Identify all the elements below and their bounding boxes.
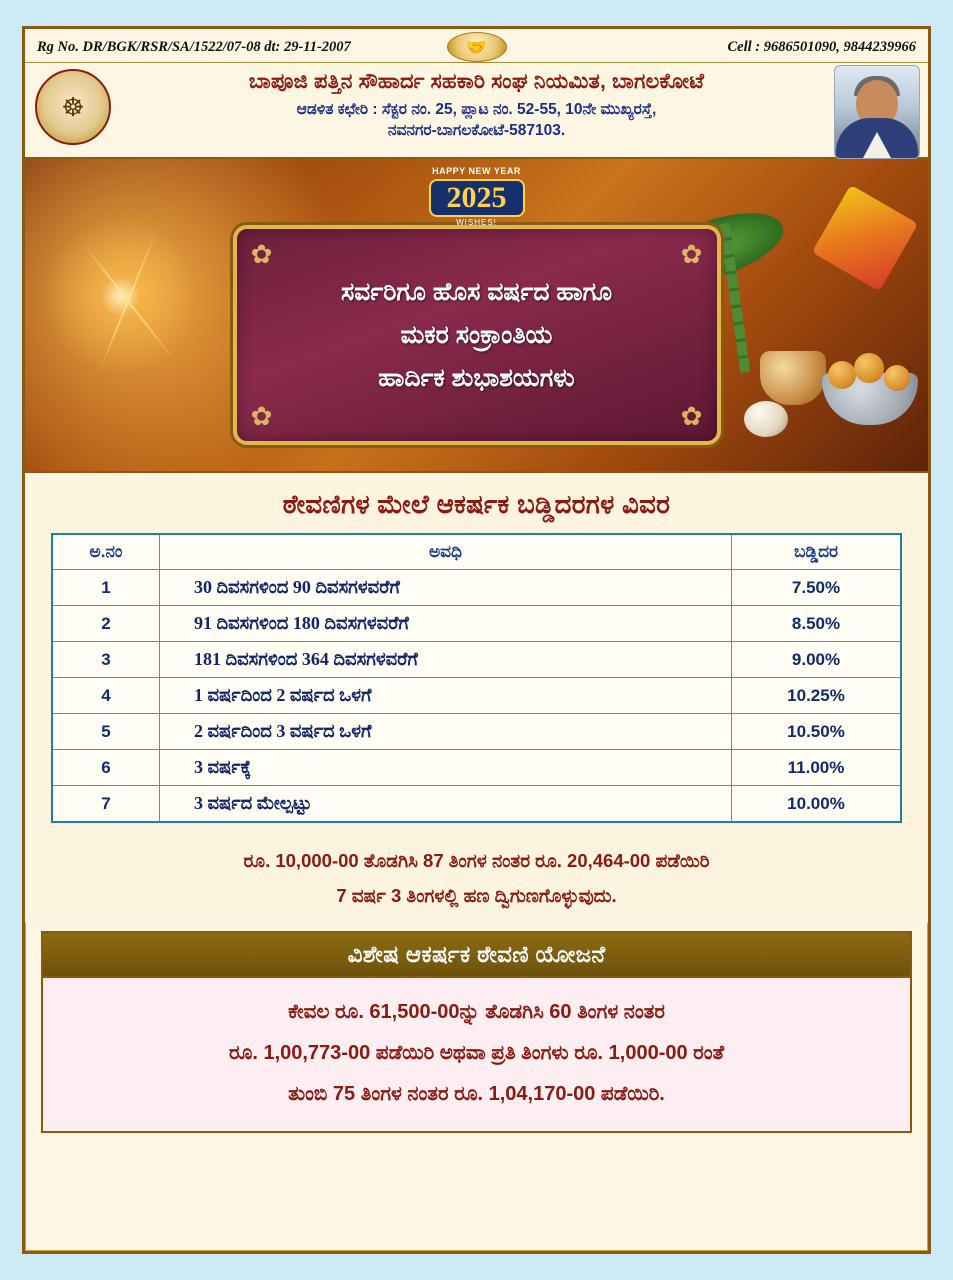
cell-sno: 7 xyxy=(52,786,160,823)
note-line-1: ರೂ. 10,000-00 ತೊಡಗಿಸಿ 87 ತಿಂಗಳ ನಂತರ ರೂ. 20,464-00 ಪಡೆಯಿರಿ xyxy=(243,850,710,871)
table-header-row xyxy=(52,534,901,570)
clay-pot-icon xyxy=(760,351,826,405)
laddu-icon xyxy=(828,361,856,389)
table-row xyxy=(52,786,901,823)
greeting-line-1: ಸರ್ವರಿಗೂ ಹೊಸ ವರ್ಷದ ಹಾಗೂ xyxy=(340,277,613,306)
note-line-2: 7 ವರ್ಷ 3 ತಿಂಗಳಲ್ಲಿ ಹಣ ದ್ವಿಗುಣಗೊಳ್ಳುವುದು. xyxy=(336,885,617,907)
greeting-line-3: ಹಾರ್ದಿಕ ಶುಭಾಶಯಗಳು xyxy=(378,363,575,392)
ornament-corner-icon: ✿ xyxy=(680,239,703,269)
rates-section xyxy=(25,473,928,827)
cell-sno: 5 xyxy=(52,714,160,750)
special-scheme-title: ವಿಶೇಷ ಆಕರ್ಷಕ ಠೇವಣಿ ಯೋಜನೆ xyxy=(347,941,606,968)
cell-rate: 8.50% xyxy=(732,606,902,642)
kite-icon xyxy=(812,185,919,292)
new-year-sub: WISHES! xyxy=(456,218,497,228)
organisation-name: ಬಾಪೂಜಿ ಪತ್ತಿನ ಸೌಹಾರ್ದ ಸಹಕಾರಿ ಸಂಘ ನಿಯಮಿತ, ಬಾಗಲಕೋಟೆ xyxy=(248,70,705,93)
cell-period: 2 ವರ್ಷದಿಂದ 3 ವರ್ಷದ ಒಳಗೆ xyxy=(160,714,732,750)
organisation-address-line1: ಆಡಳಿತ ಕಛೇರಿ : ಸೆಕ್ಟರ ನಂ. 25, ಪ್ಲಾಟ ನಂ. 52-55, 10ನೇ ಮುಖ್ಯರಸ್ತೆ, xyxy=(296,101,657,119)
table-row xyxy=(52,606,901,642)
laddu-icon xyxy=(884,365,910,391)
organisation-address-line2: ನವನಗರ-ಬಾಗಲಕೋಟೆ-587103. xyxy=(387,122,566,140)
column-header-period: ಅವಧಿ xyxy=(160,534,732,570)
cell-period: 3 ವರ್ಷಕ್ಕೆ xyxy=(160,750,732,786)
new-year-badge xyxy=(429,167,525,227)
organisation-header xyxy=(25,63,928,159)
ornament-corner-icon: ✿ xyxy=(250,401,273,431)
cell-sno: 3 xyxy=(52,642,160,678)
doubling-note xyxy=(25,827,928,923)
coconut-icon xyxy=(744,401,788,437)
ornament-corner-icon: ✿ xyxy=(250,239,273,269)
registration-row xyxy=(25,29,928,63)
cell-period: 91 ದಿವಸಗಳಿಂದ 180 ದಿವಸಗಳವರೆಗೆ xyxy=(160,606,732,642)
cell-sno: 2 xyxy=(52,606,160,642)
cell-rate: 7.50% xyxy=(732,570,902,606)
rates-title: ಠೇವಣಿಗಳ ಮೇಲೆ ಆಕರ್ಷಕ ಬಡ್ಡಿದರಗಳ ವಿವರ xyxy=(282,489,671,519)
cell-period: 181 ದಿವಸಗಳಿಂದ 364 ದಿವಸಗಳವರೆಗೆ xyxy=(160,642,732,678)
handshake-icon: 🤝 xyxy=(447,32,507,62)
special-line-2: ರೂ. 1,00,773-00 ಪಡೆಯಿರಿ ಅಥವಾ ಪ್ರತಿ ತಿಂಗಳು ರೂ. 1,000-00 ರಂತೆ xyxy=(229,1042,724,1065)
cell-sno: 6 xyxy=(52,750,160,786)
cell-rate: 9.00% xyxy=(732,642,902,678)
greeting-line-2: ಮಕರ ಸಂಕ್ರಾಂತಿಯ xyxy=(400,320,553,349)
greeting-text xyxy=(327,271,626,400)
poster-sheet xyxy=(22,26,931,1254)
cell-period: 3 ವರ್ಷದ ಮೇಲ್ಪಟ್ಟು xyxy=(160,786,732,823)
cell-rate: 10.00% xyxy=(732,786,902,823)
table-row xyxy=(52,570,901,606)
laddu-icon xyxy=(854,353,884,383)
new-year-label: HAPPY NEW YEAR xyxy=(432,166,521,176)
cell-sno: 1 xyxy=(52,570,160,606)
cell-rate: 10.25% xyxy=(732,678,902,714)
special-line-1: ಕೇವಲ ರೂ. 61,500-00ನ್ನು ತೊಡಗಿಸಿ 60 ತಿಂಗಳ ನಂತರ xyxy=(288,1001,665,1024)
society-logo-icon: ☸ xyxy=(35,69,111,145)
special-line-3: ತುಂಬಿ 75 ತಿಂಗಳ ನಂತರ ರೂ. 1,04,170-00 ಪಡೆಯಿರಿ. xyxy=(288,1083,665,1106)
cell-period: 30 ದಿವಸಗಳಿಂದ 90 ದಿವಸಗಳವರೆಗೆ xyxy=(160,570,732,606)
table-row xyxy=(52,714,901,750)
special-scheme-body xyxy=(41,978,912,1133)
table-row xyxy=(52,750,901,786)
registration-number: Rg No. DR/BGK/RSR/SA/1522/07-08 dt: 29-11-2007 xyxy=(37,39,351,55)
table-row xyxy=(52,642,901,678)
special-scheme-header xyxy=(41,931,912,978)
new-year-year: 2025 xyxy=(429,179,525,218)
table-row xyxy=(52,678,901,714)
sparkler-icon xyxy=(33,181,223,421)
cell-period: 1 ವರ್ಷದಿಂದ 2 ವರ್ಷದ ಒಳಗೆ xyxy=(160,678,732,714)
interest-rates-table xyxy=(51,533,902,823)
greeting-frame xyxy=(233,225,721,445)
chairman-photo xyxy=(834,65,920,159)
ornament-corner-icon: ✿ xyxy=(680,401,703,431)
contact-numbers: Cell : 9686501090, 9844239966 xyxy=(727,39,916,55)
cell-rate: 10.50% xyxy=(732,714,902,750)
column-header-rate: ಬಡ್ಡಿದರ xyxy=(732,534,902,570)
column-header-sno: ಅ.ನಂ xyxy=(52,534,160,570)
sankranti-illustration xyxy=(714,199,924,449)
cell-rate: 11.00% xyxy=(732,750,902,786)
cell-sno: 4 xyxy=(52,678,160,714)
greeting-banner xyxy=(25,159,928,473)
